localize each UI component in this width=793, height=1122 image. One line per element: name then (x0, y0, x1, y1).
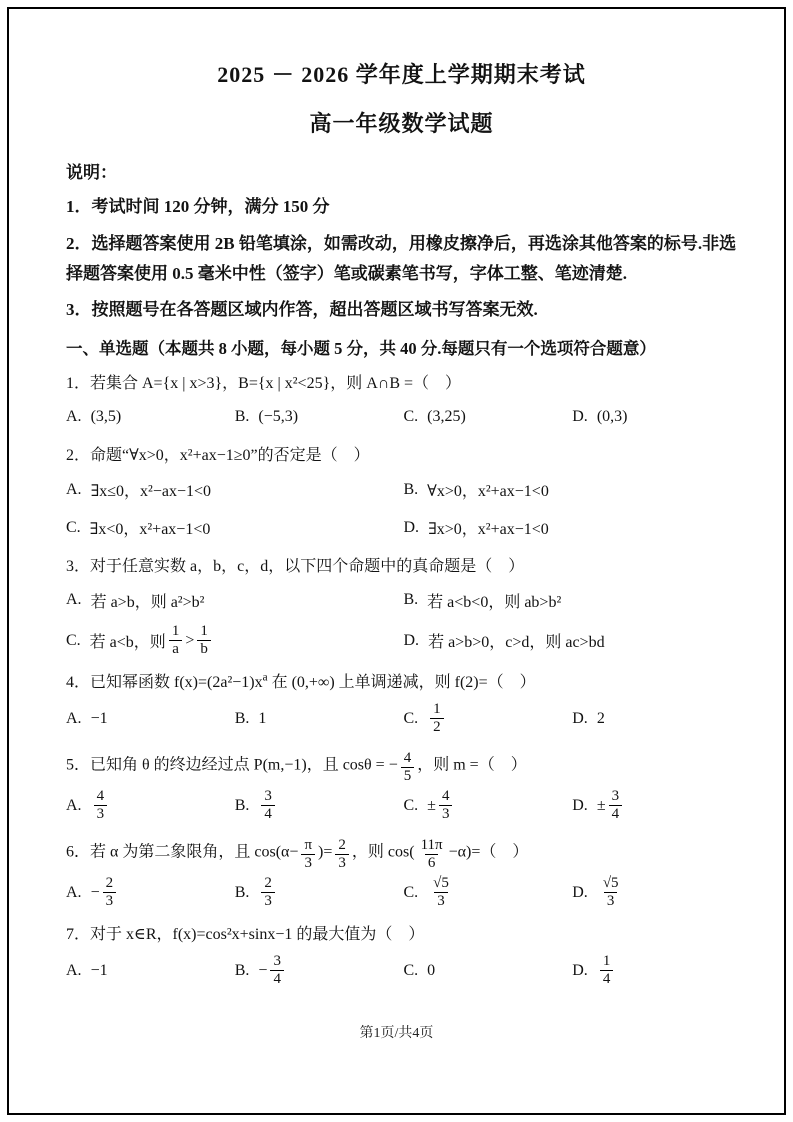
option-content (91, 962, 108, 980)
option-label: B. (234, 961, 250, 979)
math-text: − (90, 883, 100, 901)
question-2-option-C (66, 513, 400, 543)
option-label: C. (403, 408, 419, 426)
fraction-denominator: a (169, 640, 182, 658)
question-7 (66, 922, 737, 989)
fraction (270, 953, 284, 989)
exam-title-line2: 高一年级数学试题 (309, 111, 494, 136)
option-label: B. (403, 591, 419, 609)
option-content (597, 953, 617, 989)
option-label: A. (66, 961, 82, 979)
option-label: C. (403, 709, 419, 727)
fraction (418, 837, 446, 873)
question-7-option-A (66, 953, 231, 989)
question-3-option-C (66, 623, 400, 659)
fraction-numerator: 1 (171, 623, 180, 640)
fraction-denominator: 4 (261, 805, 275, 823)
question-6-option-D (572, 875, 737, 911)
option-content (427, 408, 466, 426)
math-text: ∃x≤0，x²−ax−1<0 (90, 483, 211, 501)
option-label: A. (66, 709, 82, 727)
math-text: ，则 cos( (351, 842, 415, 860)
question-4-option-C (404, 701, 569, 737)
option-content (597, 408, 628, 426)
question-1-option-A (66, 402, 231, 432)
option-content (91, 478, 211, 501)
question-7-option-B (235, 953, 400, 989)
fraction (335, 837, 349, 873)
fraction-numerator: 4 (441, 788, 450, 805)
question-3-option-A (66, 585, 400, 615)
option-label: D. (572, 408, 588, 426)
fraction (94, 788, 108, 824)
fraction-denominator: 3 (335, 854, 349, 872)
option-label: C. (403, 883, 419, 901)
option-content (90, 623, 214, 659)
fraction-numerator: 3 (273, 952, 281, 969)
option-label: C. (403, 961, 419, 979)
math-text: 7．对于 x∈R，f(x)=cos²x+sinx−1 的最大值为（ ） (66, 925, 425, 943)
fraction-numerator: 3 (264, 788, 272, 805)
option-content (90, 516, 211, 539)
fraction-numerator: 1 (200, 623, 208, 640)
fraction (430, 701, 444, 737)
math-text: ∃x<0，x²+ax−1<0 (89, 521, 211, 539)
question-2-option-B (404, 475, 738, 505)
math-text: )= (318, 842, 333, 860)
option-content (427, 788, 455, 824)
question-3 (66, 554, 737, 659)
fraction (301, 837, 315, 873)
question-1-option-D (572, 402, 737, 432)
question-1-stem (66, 371, 737, 397)
option-label: A. (66, 796, 82, 814)
math-text: −α)=（ ） (448, 842, 529, 860)
question-2 (66, 443, 737, 542)
fraction-numerator: √5 (602, 875, 619, 892)
question-1-option-B (235, 402, 400, 432)
fraction-numerator: 3 (611, 788, 620, 805)
instruction-item-2: 2．选择题答案使用 2B 铅笔填涂，如需改动，用橡皮擦净后，再选涂其他答案的标号.非选择题答案使用 0.5 毫米中性（签字）笔或碳素笔书写，字体工整、笔迹清楚. (66, 233, 737, 283)
math-text: 3．对于任意实数 a，b，c，d，以下四个命题中的真命题是（ ） (66, 557, 525, 575)
fraction-numerator: 2 (105, 875, 114, 892)
question-2-options (66, 475, 737, 543)
math-text: 0 (427, 961, 436, 979)
option-content (258, 875, 278, 911)
option-label: D. (572, 961, 588, 979)
fraction-numerator: 2 (264, 875, 272, 892)
fraction-denominator: 4 (600, 970, 614, 988)
question-3-stem (66, 554, 737, 580)
math-text: (3,25) (427, 408, 466, 426)
option-content (597, 788, 625, 824)
math-text: 5．已知角 θ 的终边经过点 P(m,−1)，且 cosθ = − (66, 755, 398, 773)
question-7-option-C (404, 953, 569, 989)
superscript: a (262, 671, 268, 684)
option-content (427, 478, 549, 501)
option-label: D. (572, 883, 588, 901)
option-content (258, 953, 287, 989)
option-label: A. (66, 408, 82, 426)
math-text: ，则 m =（ ） (417, 755, 527, 773)
question-4-option-A (66, 701, 231, 737)
option-content (427, 701, 447, 737)
fraction (609, 788, 623, 824)
math-text: 2 (596, 709, 605, 727)
option-content (258, 710, 266, 728)
fraction (600, 953, 614, 989)
question-5-option-D (572, 788, 737, 824)
option-label: C. (403, 796, 419, 814)
option-content (91, 710, 108, 728)
math-text: −1 (90, 961, 108, 979)
math-text: 若 a<b，则 (89, 634, 166, 652)
math-text: 6．若 α 为第二象限角，且 cos(α− (66, 842, 299, 860)
option-content (258, 788, 278, 824)
math-text: 在 (0,+∞) 上单调递减，则 f(2)=（ ） (267, 673, 536, 691)
option-label: A. (66, 480, 82, 498)
instructions-block (66, 158, 737, 325)
fraction-numerator: π (304, 836, 313, 853)
question-3-option-D (404, 623, 738, 659)
fraction (430, 875, 452, 911)
fraction (103, 875, 117, 911)
instructions-heading: 说明： (66, 163, 117, 182)
math-text: ± (427, 796, 436, 814)
option-label: A. (66, 883, 82, 901)
option-content (428, 629, 605, 652)
question-3-options (66, 585, 737, 659)
fraction-denominator: 2 (430, 718, 444, 736)
option-label: D. (572, 709, 588, 727)
math-text: −1 (90, 709, 108, 727)
fraction-numerator: 11π (420, 836, 443, 853)
fraction-numerator: 1 (433, 701, 441, 718)
fraction-numerator: 1 (602, 952, 611, 969)
math-text: > (185, 631, 195, 649)
option-content (427, 875, 455, 911)
question-5-options (66, 788, 737, 824)
question-5-option-A (66, 788, 231, 824)
option-label: A. (66, 591, 82, 609)
fraction-numerator: 4 (403, 749, 412, 766)
fraction-denominator: 5 (401, 767, 415, 785)
question-5-option-C (404, 788, 569, 824)
question-5-option-B (235, 788, 400, 824)
option-label: C. (66, 518, 81, 536)
math-text: 1．若集合 A={x | x>3}，B={x | x²<25}，则 A∩B =（ ） (66, 375, 462, 392)
math-text: 4．已知幂函数 f(x)=(2a²−1)x (66, 673, 263, 691)
fraction (169, 623, 183, 659)
fraction-denominator: 3 (94, 805, 108, 823)
question-6-option-C (404, 875, 569, 911)
math-text: (0,3) (596, 408, 628, 426)
math-text: 若 a>b>0，c>d，则 ac>bd (428, 634, 605, 652)
fraction-denominator: 3 (301, 854, 315, 872)
option-content (91, 875, 120, 911)
fraction-denominator: 3 (261, 892, 275, 910)
question-7-option-D (572, 953, 737, 989)
fraction-denominator: 6 (425, 854, 439, 872)
math-text: 若 a<b<0，则 ab>b² (427, 593, 562, 611)
fraction-denominator: 3 (439, 805, 453, 823)
option-label: B. (234, 408, 250, 426)
question-4-stem (66, 670, 737, 696)
exam-content (66, 58, 737, 999)
option-content (258, 408, 298, 426)
math-text: 若 a>b，则 a²>b² (90, 593, 205, 611)
question-1-option-C (404, 402, 569, 432)
fraction-denominator: 3 (434, 892, 448, 910)
option-content (91, 589, 205, 612)
math-text: ∀x>0，x²+ax−1<0 (427, 483, 549, 501)
question-3-option-B (404, 585, 738, 615)
question-1-options (66, 402, 737, 432)
question-6-option-B (235, 875, 400, 911)
question-4 (66, 670, 737, 737)
fraction (600, 875, 622, 911)
math-text: (3,5) (90, 408, 122, 426)
option-label: D. (403, 518, 420, 536)
instruction-item-1: 1．考试时间 120 分钟，满分 150 分 (66, 197, 330, 216)
fraction (439, 788, 453, 824)
option-label: B. (403, 480, 419, 498)
question-4-option-D (572, 701, 737, 737)
option-content (427, 962, 435, 980)
question-5-stem (66, 748, 737, 784)
fraction-denominator: 4 (270, 970, 284, 988)
fraction (261, 788, 275, 824)
question-6 (66, 835, 737, 911)
option-label: D. (403, 631, 420, 649)
option-content (597, 710, 605, 728)
math-text: ∃x>0，x²+ax−1<0 (428, 521, 549, 539)
exam-title-line1: 2025 － 2026 学年度上学期期末考试 (217, 62, 586, 87)
fraction-numerator: 4 (96, 788, 105, 805)
question-4-option-B (235, 701, 400, 737)
option-content (91, 788, 111, 824)
math-text: 2．命题“∀x>0，x²+ax−1≥0”的否定是（ ） (66, 447, 370, 465)
question-6-option-A (66, 875, 231, 911)
question-2-option-D (404, 513, 738, 543)
option-content (91, 408, 122, 426)
option-content (428, 516, 549, 539)
question-1 (66, 371, 737, 432)
question-5 (66, 748, 737, 824)
question-4-options (66, 701, 737, 737)
section-heading: 一、单选题（本题共 8 小题，每小题 5 分，共 40 分.每题只有一个选项符合题意） (66, 339, 656, 358)
question-2-option-A (66, 475, 400, 505)
fraction-denominator: 3 (103, 892, 117, 910)
option-content (427, 589, 561, 612)
question-7-stem (66, 922, 737, 948)
fraction-denominator: 3 (604, 892, 618, 910)
math-text: − (258, 961, 268, 979)
page-number: 第1页/共4页 (359, 1026, 434, 1041)
option-label: D. (572, 796, 588, 814)
questions-list (66, 371, 737, 988)
question-6-stem (66, 835, 737, 871)
option-label: B. (234, 796, 250, 814)
math-text: (−5,3) (258, 408, 299, 426)
question-7-options (66, 953, 737, 989)
fraction (261, 875, 275, 911)
question-6-options (66, 875, 737, 911)
math-text: ± (596, 796, 606, 814)
option-content (597, 875, 625, 911)
option-label: B. (234, 709, 250, 727)
instruction-item-3: 3．按照题号在各答题区域内作答，超出答题区域书写答案无效. (66, 300, 538, 320)
fraction-denominator: 4 (609, 805, 623, 823)
math-text: 1 (258, 709, 267, 727)
option-label: B. (234, 883, 250, 901)
fraction-numerator: √5 (433, 875, 449, 892)
fraction-numerator: 2 (338, 836, 346, 853)
fraction-denominator: b (197, 640, 211, 658)
fraction (197, 623, 211, 659)
question-2-stem (66, 443, 737, 469)
fraction (401, 750, 415, 786)
option-label: C. (66, 631, 81, 649)
